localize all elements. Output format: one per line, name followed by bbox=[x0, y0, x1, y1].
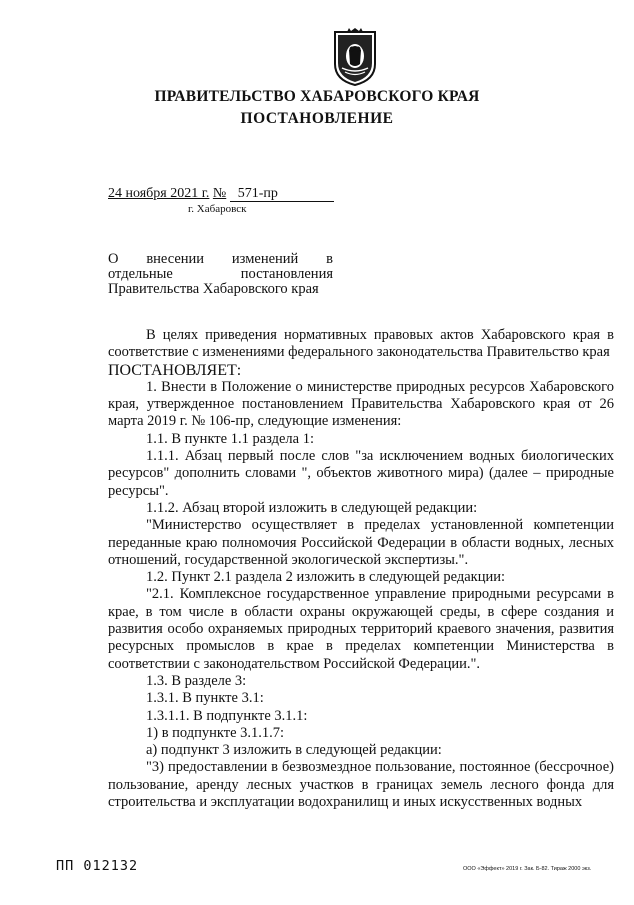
paragraph: В целях приведения нормативных правовых актов Хабаровского края в соответствие с изменениями федерального законодательства Правительство края bbox=[108, 327, 614, 361]
decree-body bbox=[108, 327, 614, 811]
paragraph: 1.1.1. Абзац первый после слов "за исключением водных биологических ресурсов" дополнить словами ", объектов животного мира) (далее – природные ресурсы". bbox=[108, 448, 614, 499]
paragraph: 1) в подпункте 3.1.1.7: bbox=[146, 724, 285, 741]
subject-line: отдельные постановления bbox=[108, 266, 333, 282]
serial-number: ПП 012132 bbox=[56, 858, 139, 874]
paragraph: "2.1. Комплексное государственное управление природными ресурсами в крае, в том числе в области охраны окружающей среды, в сфере создания и развития особо охраняемых природных территорий краевого значения, развития ресурсных промыслов в крае в пределах компетенции Министерства в соответствии с законодательством Российской Федерации.". bbox=[108, 586, 614, 672]
government-name: ПРАВИТЕЛЬСТВО ХАБАРОВСКОГО КРАЯ bbox=[154, 88, 480, 105]
document-type: ПОСТАНОВЛЕНИЕ bbox=[240, 110, 394, 127]
paragraph: 1. Внести в Положение о министерстве природных ресурсов Хабаровского края, утвержденное постановлением Правительства Хабаровского края от 26 марта 2019 г. № 106-пр, следующие изменения: bbox=[108, 378, 614, 430]
decree-number: 571-пр bbox=[237, 186, 278, 201]
paragraph: 1.3.1. В пункте 3.1: bbox=[146, 690, 264, 707]
printer-note: ООО «Эффект» 2019 г. Зак. Б-82. Тираж 2000 экз. bbox=[463, 866, 592, 872]
decree-date: 24 ноября 2021 г. bbox=[108, 186, 210, 201]
decree-date-number bbox=[108, 186, 334, 202]
paragraph: 1.3.1.1. В подпункте 3.1.1: bbox=[146, 707, 308, 724]
resolves-heading: ПОСТАНОВЛЯЕТ: bbox=[108, 361, 242, 379]
khabarovsk-coat-of-arms-icon bbox=[333, 28, 377, 86]
paragraph: "Министерство осуществляет в пределах установленной компетенции переданные краю полномочия Российской Федерации в области водных, лесных отношений, государственной экологической экспертизы.". bbox=[108, 517, 614, 568]
number-sign: № bbox=[212, 186, 227, 201]
decree-subject bbox=[108, 252, 333, 297]
city: г. Хабаровск bbox=[188, 203, 247, 215]
paragraph: 1.3. В разделе 3: bbox=[146, 672, 247, 689]
paragraph: "3) предоставлении в безвозмездное пользование, постоянное (бессрочное) пользование, аренду лесных участков в границах земель лесного фонда для строительства и эксплуатации водохранилищ и иных искусственных водных bbox=[108, 759, 614, 811]
subject-line: О внесении изменений в bbox=[108, 251, 333, 267]
paragraph: 1.2. Пункт 2.1 раздела 2 изложить в следующей редакции: bbox=[146, 569, 506, 586]
paragraph: а) подпункт 3 изложить в следующей редакции: bbox=[146, 742, 442, 759]
subject-line: Правительства Хабаровского края bbox=[108, 281, 319, 297]
paragraph: 1.1. В пункте 1.1 раздела 1: bbox=[146, 430, 314, 447]
paragraph: 1.1.2. Абзац второй изложить в следующей редакции: bbox=[146, 499, 478, 516]
